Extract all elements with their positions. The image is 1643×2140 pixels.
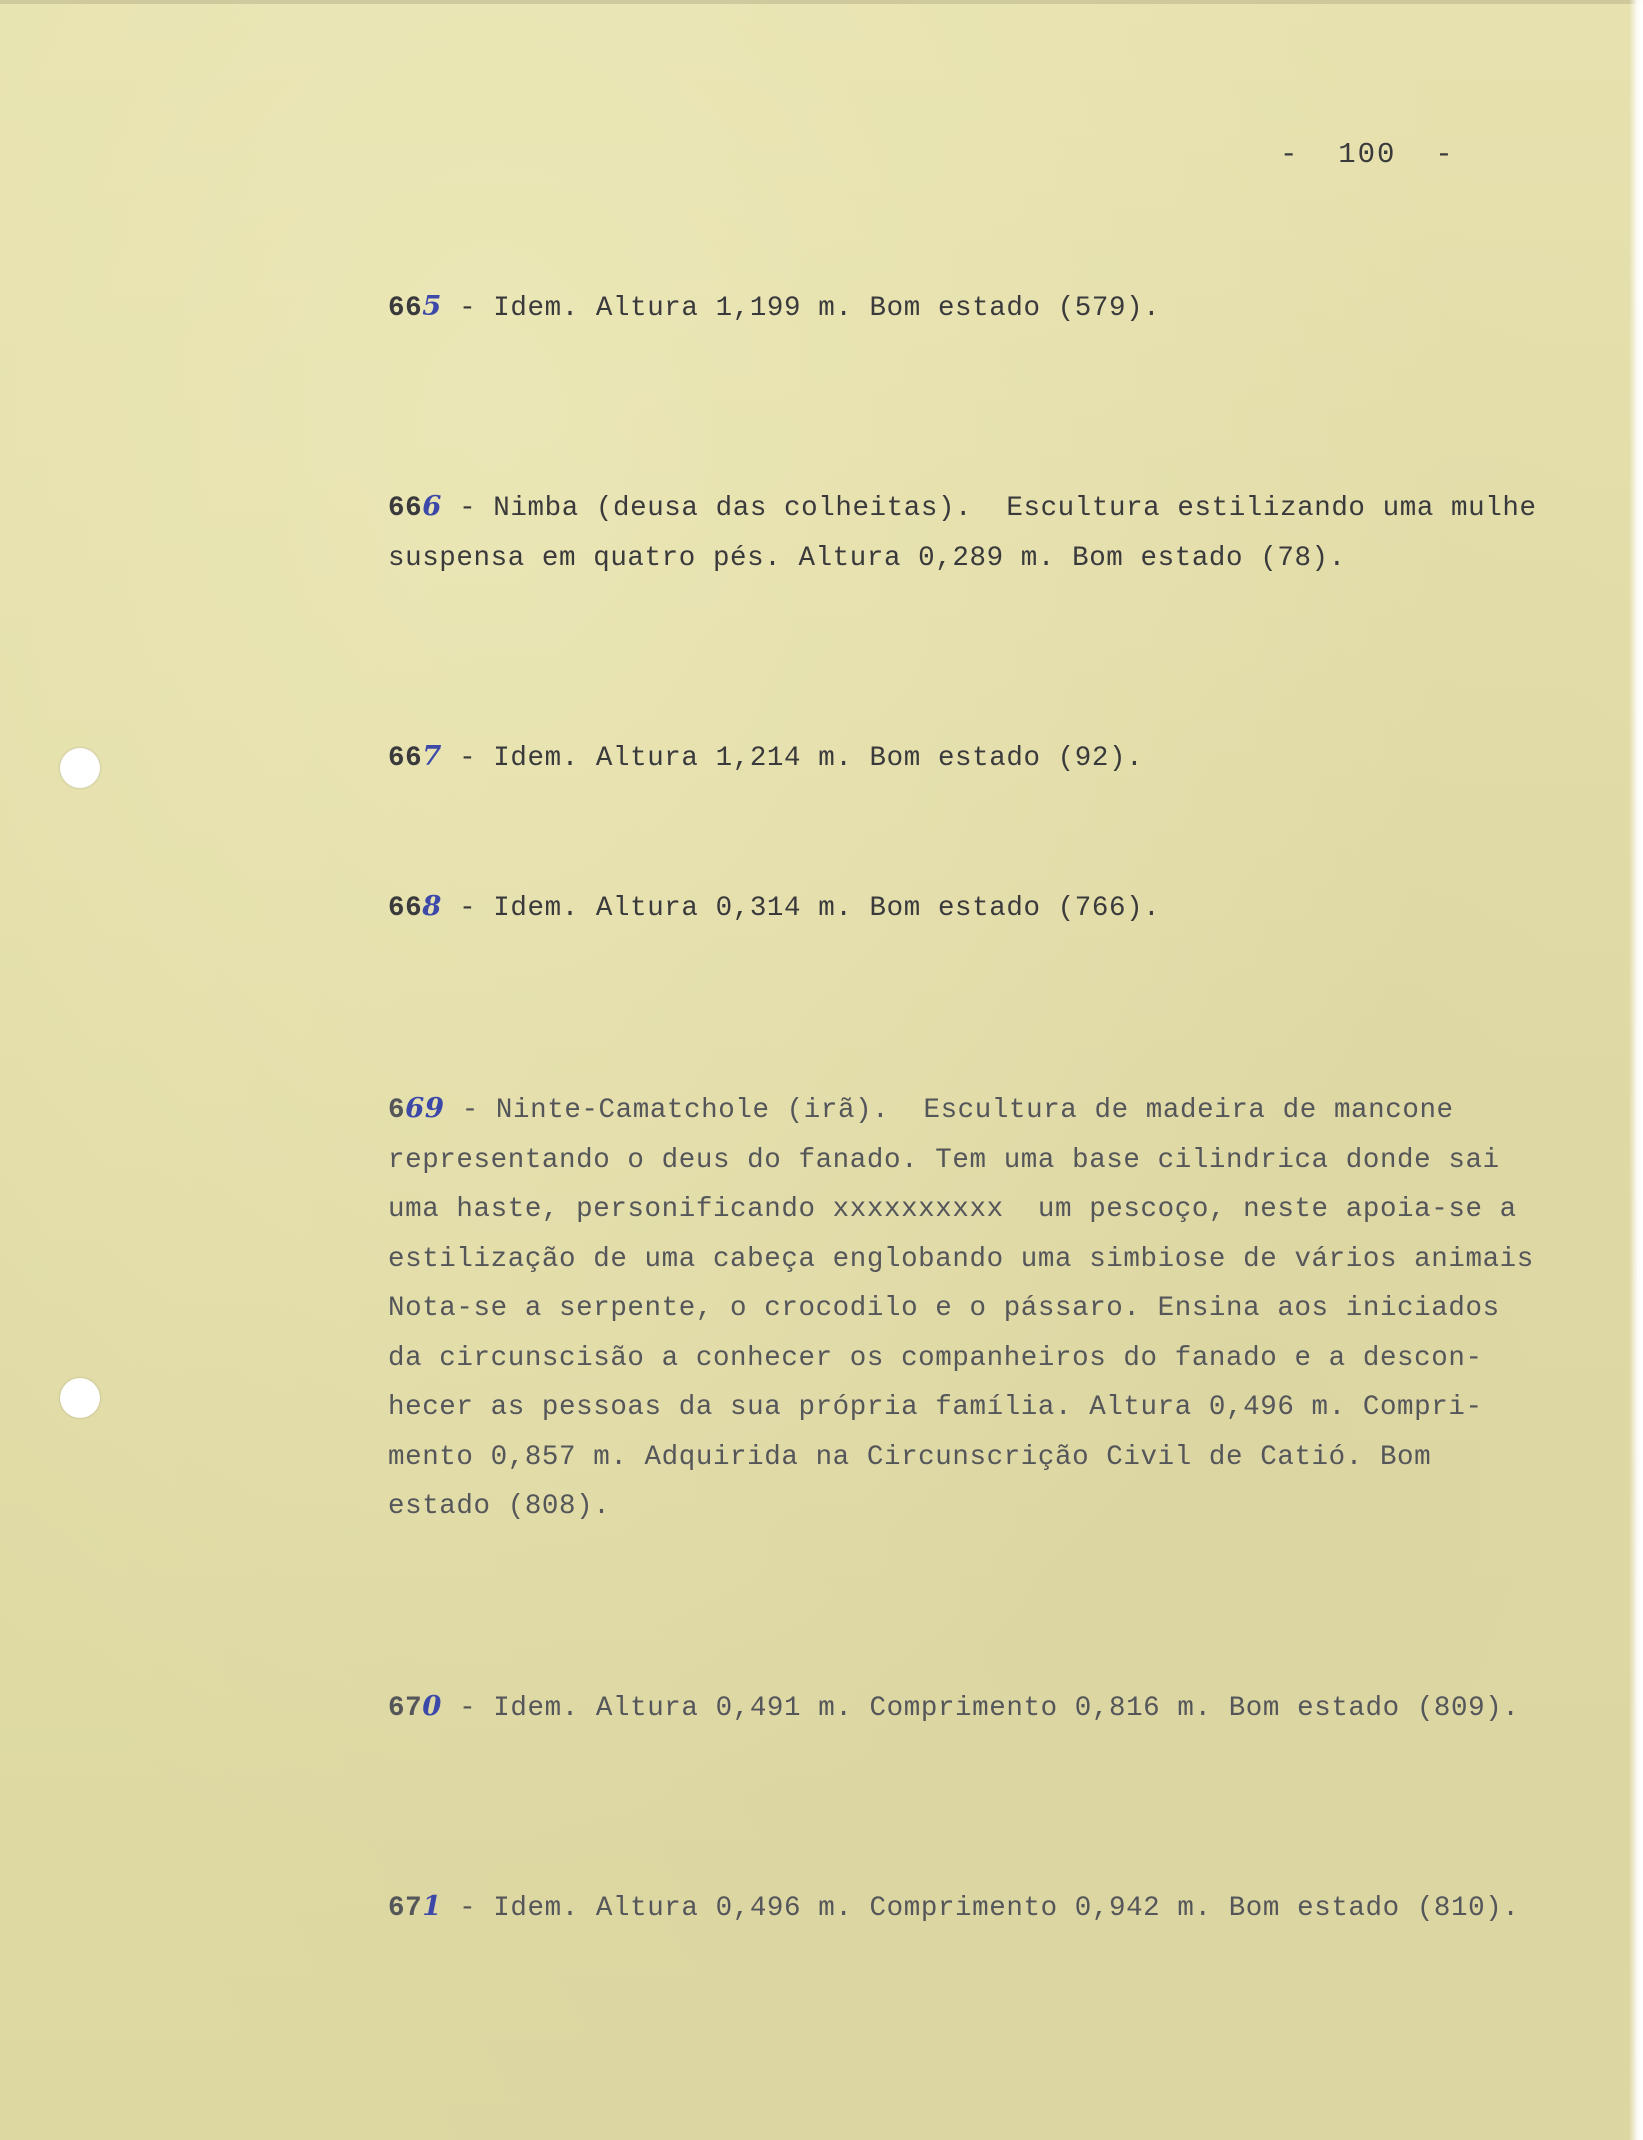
entry-line: representando o deus do fanado. Tem uma base cilindrica donde sai xyxy=(388,1144,1500,1176)
entry-text: - Idem. Altura 0,314 m. Bom estado (766). xyxy=(459,893,1161,924)
handwritten-digit: 69 xyxy=(405,1092,445,1124)
catalog-entry-671 xyxy=(388,1882,1598,1934)
entry-number: 669 xyxy=(388,1092,445,1126)
entry-text: - Idem. Altura 0,496 m. Comprimento 0,942 m. Bom estado (810). xyxy=(459,1893,1520,1924)
catalog-entry-665 xyxy=(388,282,1598,334)
entry-line xyxy=(388,732,1598,784)
entry-line xyxy=(388,282,1598,334)
entry-text: - Idem. Altura 1,214 m. Bom estado (92). xyxy=(459,743,1144,774)
entry-line xyxy=(388,1882,1598,1934)
entry-line xyxy=(388,882,1598,934)
entry-text: - Idem. Altura 0,491 m. Comprimento 0,816 m. Bom estado (809). xyxy=(459,1693,1520,1724)
entry-text: - Idem. Altura 1,199 m. Bom estado (579). xyxy=(459,293,1161,324)
entry-number: 667 xyxy=(388,740,442,774)
entry-number: 668 xyxy=(388,890,442,924)
punch-hole-upper xyxy=(60,748,100,788)
entry-text: - Nimba (deusa das colheitas). Escultura estilizando uma mulhe xyxy=(459,493,1537,524)
handwritten-digit: 5 xyxy=(422,290,442,322)
entry-line xyxy=(388,482,1598,534)
handwritten-digit: 6 xyxy=(422,490,442,522)
catalog-entry-670 xyxy=(388,1682,1598,1734)
entry-line: uma haste, personificando xxxxxxxxxx um pescoço, neste apoia-se a xyxy=(388,1194,1517,1225)
catalog-entry-668 xyxy=(388,882,1598,934)
entry-line: da circunscisão a conhecer os companheiros do fanado e a descon- xyxy=(388,1342,1483,1374)
entry-number: 670 xyxy=(388,1690,442,1724)
catalog-entry-669 xyxy=(388,1084,1598,1532)
entry-line xyxy=(388,1682,1598,1734)
entry-number: 671 xyxy=(388,1890,442,1924)
page-right-edge xyxy=(1629,0,1643,2140)
page-number: - 100 - xyxy=(1280,138,1455,171)
entry-line: estado (808). xyxy=(388,1491,611,1522)
entry-line: Nota-se a serpente, o crocodilo e o pássaro. Ensina aos iniciados xyxy=(388,1293,1500,1324)
handwritten-digit: 8 xyxy=(422,890,442,922)
catalog-entry-667 xyxy=(388,732,1598,784)
entry-line: mento 0,857 m. Adquirida na Circunscrição Civil de Catió. Bom xyxy=(388,1441,1432,1473)
handwritten-digit: 0 xyxy=(422,1690,442,1722)
entry-line xyxy=(388,1084,1598,1136)
entry-line: hecer as pessoas da sua própria família. Altura 0,496 m. Compri- xyxy=(388,1392,1483,1423)
catalog-entry-666 xyxy=(388,482,1598,583)
entry-line: estilização de uma cabeça englobando uma simbiose de vários animais xyxy=(388,1243,1534,1275)
punch-hole-lower xyxy=(60,1378,100,1418)
entry-number: 665 xyxy=(388,290,442,324)
page-top-edge xyxy=(0,0,1643,4)
entry-line: suspensa em quatro pés. Altura 0,289 m. Bom estado (78). xyxy=(388,542,1346,574)
entry-text: - Ninte-Camatchole (irã). Escultura de madeira de mancone xyxy=(461,1095,1454,1126)
entry-number: 666 xyxy=(388,490,442,524)
handwritten-digit: 1 xyxy=(422,1890,442,1922)
handwritten-digit: 7 xyxy=(422,740,442,772)
